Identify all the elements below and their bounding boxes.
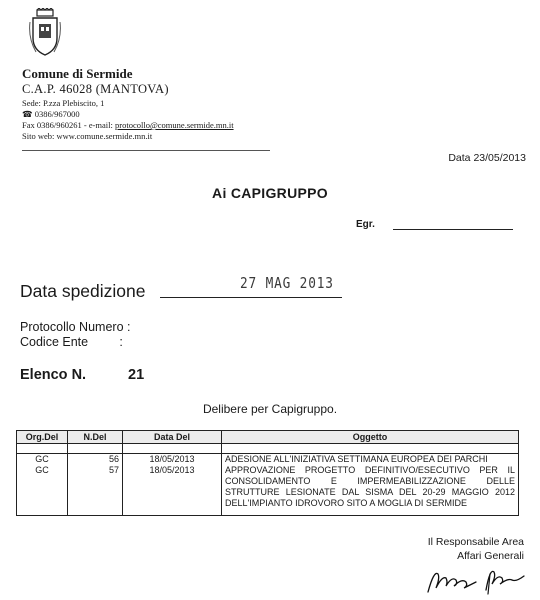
date-stamp: 27 MAG 2013 [240, 274, 334, 292]
cell-data-del: 18/05/2013 [123, 454, 222, 466]
delibere-title: Delibere per Capigruppo. [202, 402, 338, 416]
spedizione-blank-line [160, 297, 342, 298]
cell-n-del: 56 [68, 454, 123, 466]
coat-of-arms [28, 8, 62, 58]
table-row [17, 465, 519, 516]
egr-label: Egr. [356, 219, 375, 230]
document-date: Data 23/05/2013 [448, 152, 526, 164]
cell-org-del: GC [17, 454, 68, 466]
municipality-website: Sito web: www.comune.sermide.mn.it [22, 131, 153, 141]
cell-org-del: GC [17, 465, 68, 516]
municipality-fax-line [22, 120, 234, 130]
header-n-del: N.Del [68, 431, 123, 444]
municipality-address: Sede: P.zza Plebiscito, 1 [22, 98, 105, 108]
municipality-email-link[interactable]: protocollo@comune.sermide.mn.it [115, 120, 234, 130]
municipality-fax: Fax 0386/960261 - e-mail: [22, 120, 116, 130]
table-header-row [17, 431, 519, 444]
header-divider [22, 150, 270, 151]
municipality-phone: 0386/967000 [34, 109, 80, 119]
protocollo-label: Protocollo Numero : [20, 320, 131, 334]
delibere-table [16, 430, 519, 516]
header-org-del: Org.Del [17, 431, 68, 444]
recipient-title: Ai CAPIGRUPPO [212, 185, 328, 201]
responsabile-line-2: Affari Generali [457, 550, 524, 562]
spedizione-label: Data spedizione [20, 281, 146, 301]
responsabile-line-1: Il Responsabile Area [427, 536, 524, 548]
municipality-phone-line [22, 109, 80, 120]
header-data-del: Data Del [123, 431, 222, 444]
cell-data-del: 18/05/2013 [123, 465, 222, 516]
municipality-name: Comune di Sermide [22, 66, 133, 81]
table-row [17, 454, 519, 466]
cell-oggetto: APPROVAZIONE PROGETTO DEFINITIVO/ESECUTIVO PER IL CONSOLIDAMENTO E IMPERMEABILIZZAZIONE DELLE STRUTTURE LESIONATE DAL SISMA DEL 20-29 MAGGIO 2012 DELL'IMPIANTO IDROVORO SITO A MOGLIA DI SERMIDE [222, 465, 519, 516]
delibere-table-container [16, 430, 519, 516]
cell-n-del: 57 [68, 465, 123, 516]
telephone-icon: ☎ [22, 109, 33, 119]
codice-ente-label: Codice Ente : [20, 335, 123, 349]
handwritten-signature [424, 564, 529, 596]
header-oggetto: Oggetto [222, 431, 519, 444]
cell-oggetto: ADESIONE ALL'INIZIATIVA SETTIMANA EUROPEA DEI PARCHI [222, 454, 519, 466]
municipality-cap-line: C.A.P. 46028 (MANTOVA) [22, 82, 169, 96]
egr-blank-line [393, 229, 513, 230]
elenco-label: Elenco N. [20, 367, 87, 383]
elenco-number: 21 [128, 367, 145, 383]
table-spacer-row [17, 444, 519, 454]
